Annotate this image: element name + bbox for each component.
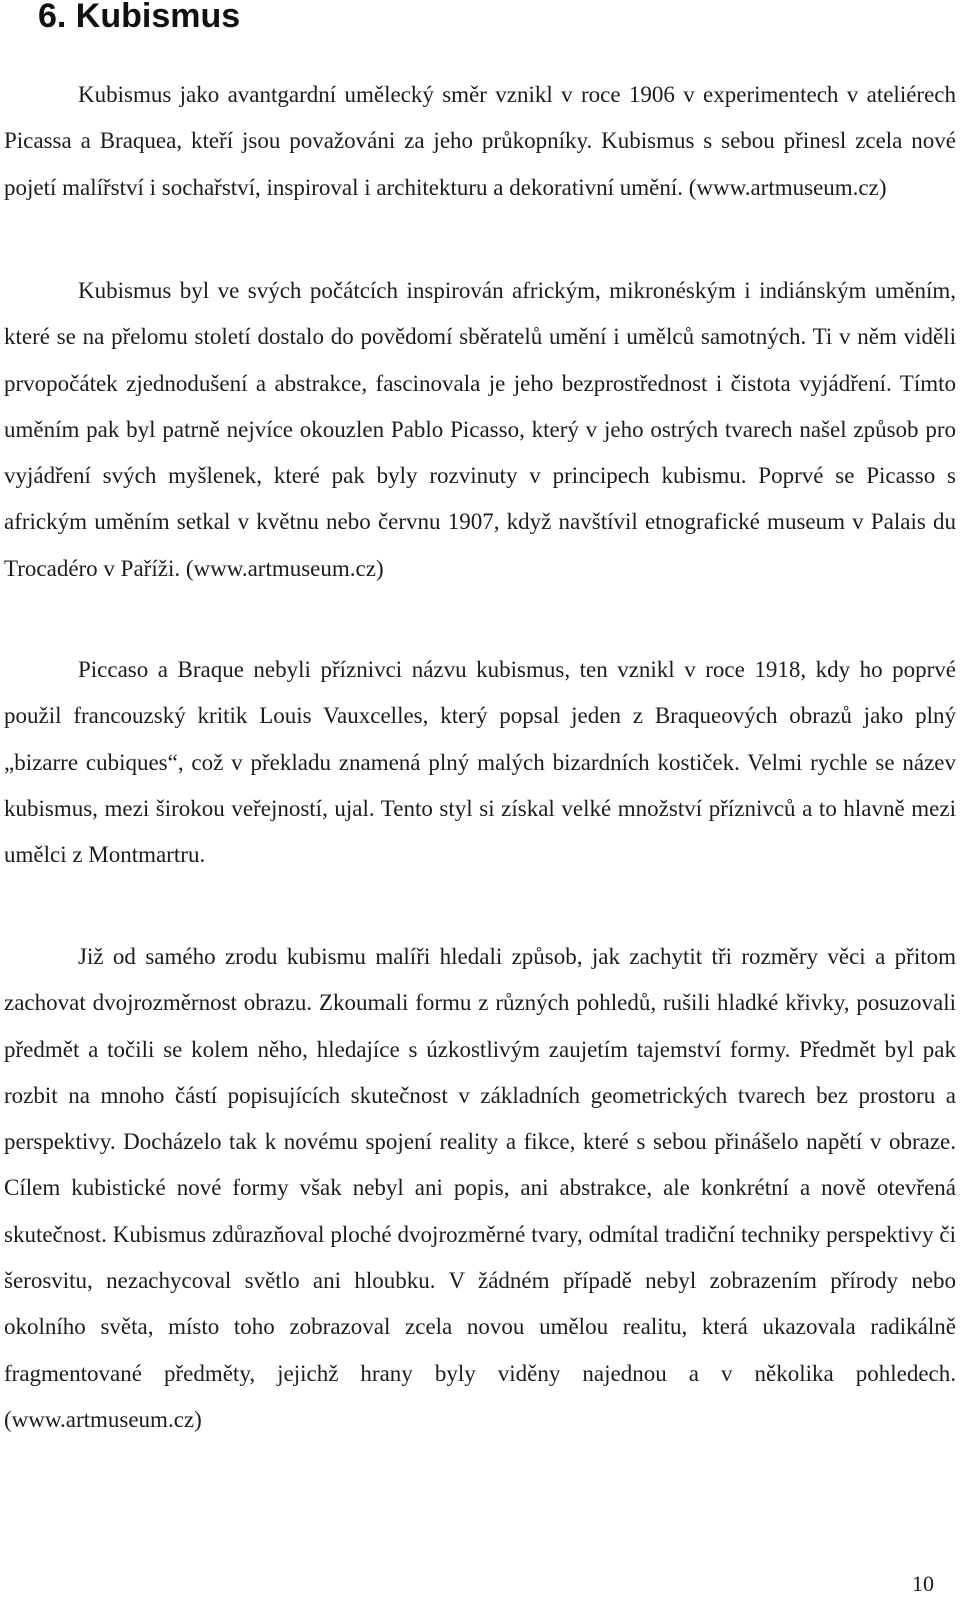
- paragraph-african-inspiration: Kubismus byl ve svých počátcích inspirován africkým, mikronéským i indiánským uměním, které se na přelomu století dostalo do povědomí sběratelů umění i umělců samotných. Ti v něm viděli prvopočátek zjednodušení a abstrakce, fascinovala je jeho bezprostřednost i čistota vyjádření. Tímto uměním pak byl patrně nejvíce okouzlen Pablo Picasso, který v jeho ostrých tvarech našel způsob pro vyjádření svých myšlenek, které pak byly rozvinuty v principech kubismu. Poprvé se Picasso s africkým uměním setkal v květnu nebo červnu 1907, když navštívil etnografické museum v Palais du Trocadéro v Paříži. (www.artmuseum.cz): [4, 278, 956, 581]
- paragraph-name-origin: Piccaso a Braque nebyli příznivci názvu kubismus, ten vznikl v roce 1918, kdy ho poprvé použil francouzský kritik Louis Vauxcelles, který popsal jeden z Braqueových obrazů jako plný „bizarre cubiques“, což v překladu znamená plný malých bizardních kostiček. Velmi rychle se název kubismus, mezi širokou veřejností, ujal. Tento styl si získal velké množství příznivců a to hlavně mezi umělci z Montmartru.: [4, 657, 956, 868]
- paragraph-form-study: Již od samého zrodu kubismu malíři hledali způsob, jak zachytit tři rozměry věci a přitom zachovat dvojrozměrnost obrazu. Zkoumali formu z různých pohledů, rušili hladké křivky, posuzovali předmět a točili se kolem něho, hledajíce s úzkostlivým zaujetím tajemství formy. Předmět byl pak rozbit na mnoho částí popisujících skutečnost v základních geometrických tvarech bez prostoru a perspektivy. Docházelo tak k novému spojení reality a fikce, které s sebou přinášelo napětí v obraze. Cílem kubistické nové formy však nebyl ani popis, ani abstrakce, ale konkrétní a nově otevřená skutečnost. Kubismus zdůrazňoval ploché dvojrozměrné tvary, odmítal tradiční techniky perspektivy či šerosvitu, nezachycoval světlo ani hloubku. V žádném případě nebyl zobrazením přírody nebo okolního světa, místo toho zobrazoval zcela novou umělou realitu, která ukazovala radikálně fragmentované předměty, jejichž hrany byly viděny najednou a v několika pohledech. (www.artmuseum.cz): [4, 944, 956, 1432]
- page-number: 10: [912, 1571, 934, 1596]
- paragraph-intro: Kubismus jako avantgardní umělecký směr vznikl v roce 1906 v experimentech v ateliérech Picassa a Braquea, kteří jsou považováni za jeho průkopníky. Kubismus s sebou přinesl zcela nové pojetí malířství i sochařství, inspiroval i architekturu a dekorativní umění. (www.artmuseum.cz): [4, 82, 956, 200]
- section-heading: 6. Kubismus: [38, 0, 241, 35]
